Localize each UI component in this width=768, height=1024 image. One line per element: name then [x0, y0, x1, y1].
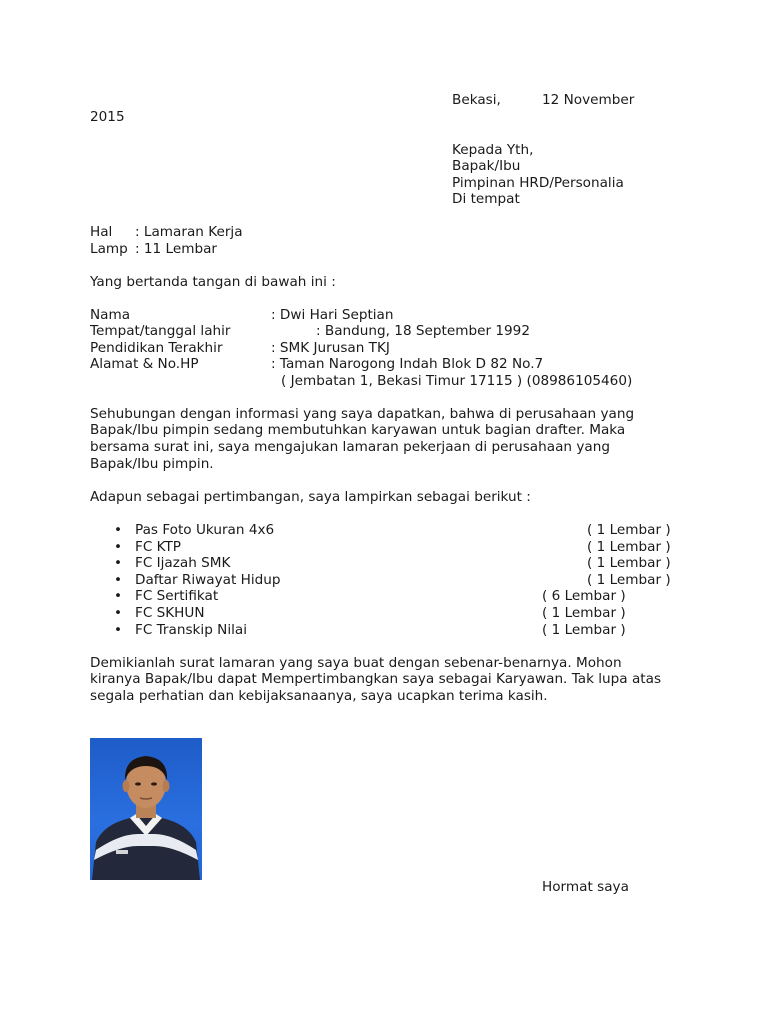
bullet: • [114, 588, 123, 604]
alamat-value-2: ( Jembatan 1, Bekasi Timur 17115 ) (08986105460) [281, 373, 633, 389]
ttl-label: Tempat/tanggal lahir [90, 323, 231, 339]
attachment-qty: ( 1 Lembar ) [587, 522, 671, 538]
attachment-item: FC SKHUN [135, 605, 205, 621]
lamp-value: : 11 Lembar [135, 241, 218, 257]
attachment-qty: ( 1 Lembar ) [542, 622, 626, 638]
intro-text: Yang bertanda tangan di bawah ini : [90, 274, 336, 290]
applicant-photo [90, 738, 202, 880]
attachment-item: FC Transkip Nilai [135, 622, 247, 638]
bullet: • [114, 522, 123, 538]
bullet: • [114, 622, 123, 638]
alamat-label: Alamat & No.HP [90, 356, 199, 372]
bullet: • [114, 572, 123, 588]
body-line: bersama surat ini, saya mengajukan lamaran pekerjaan di perusahaan yang [90, 439, 610, 455]
nama-label: Nama [90, 307, 131, 323]
attachments-intro: Adapun sebagai pertimbangan, saya lampirkan sebagai berikut : [90, 489, 531, 505]
attachment-qty: ( 1 Lembar ) [587, 572, 671, 588]
recipient-line: Di tempat [452, 191, 520, 207]
alamat-value: : Taman Narogong Indah Blok D 82 No.7 [271, 356, 544, 372]
body-line: Sehubungan dengan informasi yang saya dapatkan, bahwa di perusahaan yang [90, 406, 635, 422]
closing-line: Demikianlah surat lamaran yang saya buat dengan sebenar-benarnya. Mohon [90, 655, 622, 671]
bullet: • [114, 539, 123, 555]
recipient-line: Bapak/Ibu [452, 158, 521, 174]
hal-value: : Lamaran Kerja [135, 224, 243, 240]
attachment-qty: ( 1 Lembar ) [587, 539, 671, 555]
letter-date: 12 November [542, 92, 635, 108]
attachment-item: FC Ijazah SMK [135, 555, 231, 571]
lamp-label: Lamp [90, 241, 128, 257]
closing-line: segala perhatian dan kebijaksanaanya, saya ucapkan terima kasih. [90, 688, 548, 704]
bullet: • [114, 605, 123, 621]
letter-year: 2015 [90, 109, 125, 125]
attachment-item: Pas Foto Ukuran 4x6 [135, 522, 275, 538]
attachment-item: FC KTP [135, 539, 181, 555]
recipient-line: Pimpinan HRD/Personalia [452, 175, 624, 191]
body-line: Bapak/Ibu pimpin sedang membutuhkan karyawan untuk bagian drafter. Maka [90, 422, 626, 438]
letter-place: Bekasi, [452, 92, 501, 108]
applicant-portrait-graphic [90, 738, 202, 880]
ttl-value: : Bandung, 18 September 1992 [316, 323, 530, 339]
recipient-line: Kepada Yth, [452, 142, 534, 158]
pendidikan-label: Pendidikan Terakhir [90, 340, 223, 356]
closing-line: kiranya Bapak/Ibu dapat Mempertimbangkan saya sebagai Karyawan. Tak lupa atas [90, 671, 662, 687]
pendidikan-value: : SMK Jurusan TKJ [271, 340, 390, 356]
body-line: Bapak/Ibu pimpin. [90, 456, 214, 472]
attachment-item: FC Sertifikat [135, 588, 219, 604]
attachment-qty: ( 6 Lembar ) [542, 588, 626, 604]
attachment-qty: ( 1 Lembar ) [587, 555, 671, 571]
bullet: • [114, 555, 123, 571]
hal-label: Hal [90, 224, 113, 240]
nama-value: : Dwi Hari Septian [271, 307, 394, 323]
signoff: Hormat saya [542, 879, 629, 895]
attachment-qty: ( 1 Lembar ) [542, 605, 626, 621]
attachment-item: Daftar Riwayat Hidup [135, 572, 281, 588]
